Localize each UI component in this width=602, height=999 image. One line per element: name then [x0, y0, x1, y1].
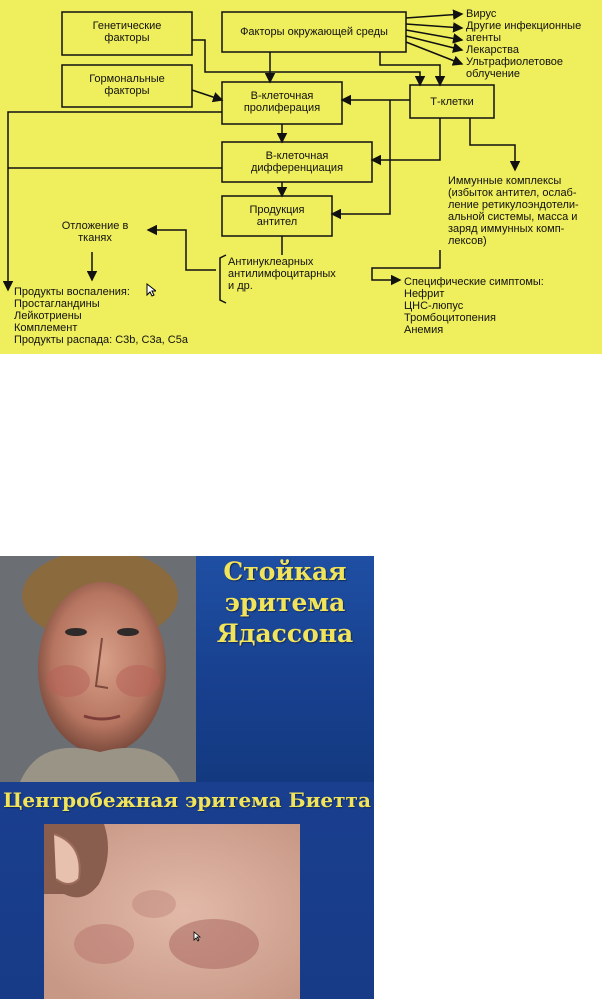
symptom-line: Нефрит [404, 288, 445, 300]
mouse-cursor-icon [193, 931, 201, 942]
slide-jadassohn [0, 556, 374, 782]
immune-line: лексов) [448, 235, 487, 247]
symptom-line: ЦНС-люпус [404, 300, 464, 312]
immune-complexes-label [448, 175, 579, 247]
env-item: Ультрафиолетовое [466, 56, 564, 68]
patient-face-photo [0, 556, 196, 782]
inflammation-line: Продукты воспаления: [14, 286, 130, 298]
environment-list [466, 8, 581, 80]
mouse-cursor-icon [146, 283, 156, 297]
env-item: агенты [466, 32, 502, 44]
antinuclear-line: Антинуклеарных [228, 256, 314, 268]
cheek-skin-photo [44, 824, 300, 999]
slide2-title: Центробежная эритема Биетта [3, 788, 371, 812]
hormonal-factors-label: Гормональные факторы [89, 73, 165, 97]
immune-line: Иммунные комплексы [448, 175, 562, 187]
tissue-deposition-label: Отложение в тканях [61, 220, 129, 244]
immune-line: альной системы, масса и [448, 211, 578, 223]
symptom-line: Тромбоцитопения [404, 312, 496, 324]
inflammation-line: Лейкотриены [14, 310, 82, 322]
antibody-production-label: Продукция антител [249, 204, 305, 228]
b-differentiation-label: В-клеточная дифференциация [250, 150, 344, 174]
slide1-title-line: Ядассона [216, 619, 354, 648]
slide1-title [196, 556, 374, 649]
env-item: Лекарства [466, 44, 520, 56]
immune-line: заряд иммунных комп- [448, 223, 565, 235]
slide1-title-line: эритема [224, 588, 346, 617]
immune-line: (избыток антител, ослаб- [448, 187, 577, 199]
pathogenesis-diagram [0, 0, 602, 354]
specific-symptoms-label [404, 276, 544, 336]
t-cells-label: Т-клетки [430, 96, 474, 108]
inflammation-line: Комплемент [14, 322, 78, 334]
antinuclear-line: антилимфоцитарных [228, 268, 336, 280]
b-proliferation-label: В-клеточная пролиферация [243, 90, 321, 114]
symptom-line: Анемия [404, 324, 444, 336]
symptom-line: Специфические симптомы: [404, 276, 544, 288]
inflammation-line: Простагландины [14, 298, 100, 310]
inflammation-line: Продукты распада: C3b, C3a, C5a [14, 334, 188, 346]
env-item: Другие инфекционные [466, 20, 582, 32]
env-item: облучение [466, 68, 521, 80]
antinuclear-label [228, 256, 336, 292]
env-item: Вирус [466, 8, 497, 20]
environment-factors-label: Факторы окружающей среды [240, 26, 388, 38]
genetic-factors-label: Генетические факторы [92, 20, 162, 44]
antinuclear-line: и др. [228, 280, 253, 292]
immune-line: ление ретикулоэндотели- [448, 199, 579, 211]
slide-biett [0, 782, 374, 999]
slide1-title-line: Стойкая [223, 557, 347, 586]
inflammation-products-label [14, 286, 188, 346]
